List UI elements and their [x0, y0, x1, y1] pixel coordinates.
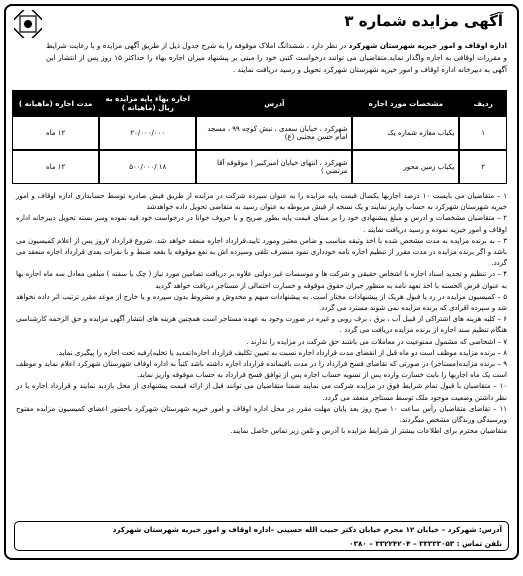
- term-contact-note: متقاضیان محترم برای اطلاعات بیشتر از شرایط مزایده با آدرس و تلفن زیر تماس حاصل نمایند.: [230, 427, 507, 436]
- cell-price: ۱۸ /۵۰۰/۰۰۰: [99, 150, 196, 184]
- header-term: مدت اجاره (ماهیانه ): [12, 90, 99, 116]
- header-spec: مشخصات مورد اجاره: [352, 90, 459, 116]
- cell-row-number: ۱: [459, 116, 507, 150]
- cell-address: شهرکرد ، انتهای خیابان امیرکبیر ( موقوفه آقا مرتضی ): [196, 150, 352, 184]
- intro-text: در نظر دارد ، ششدانگ املاک موقوفه را به شرح جدول ذیل از طریق آگهی مزایده و با رعایت شرایط و مقررات اوقافی به اجاره واگذار نماید.متقاضیان می توانند درخواست کتبی خود را مبنی بر پیشنهاد میزان اجاره بهاء را حداکثر ۱۵ روز پس از انتشار این آگهی به دبیرخانه اداره اوقاف و امور خیریه شهرستان شهرکرد تحویل و رسید دریافت نمایند .: [46, 41, 507, 74]
- term-item: ۸ – برنده مزایده موظف است دو ماه قبل از انقضای مدت قرارداد اجاره نسبت به تعیین تکلیف قرارداد اجاره(تمدید یا تخلیه)رقبه تحت اجاره را پیگیری نماید.: [56, 348, 507, 357]
- term-item: ۵ – کمیسیون مزایده در رد یا قبول هریک از پیشنهادات مختار است. به پیشنهادات مبهم و مخدوش و مشروط بدون سپرده و یا خارج از موعد مقرر ترتیب اثر داده نخواهد شد و سپرده اقرادی که برنده مزایده نمی شوند مسترد می گردد.: [16, 292, 507, 313]
- term-item: ۷ – اشخاصی که مشمول ممنوعیت در معاملات می باشند حق شرکت در مزایده را ندارند .: [246, 337, 507, 346]
- intro-bold: اداره اوقاف و امور خیریه شهرستان شهرکرد: [348, 41, 508, 50]
- table-row: [12, 116, 507, 150]
- term-item: ۴ – در تنظیم و تجدید اسناد اجاره با اشخاص حقیقی و شرکت ها و موسسات غیر دولتی علاوه بر دریافت تضامین مورد نیاز ( چک یا سفته ) مبلغی معادل سه ماه اجاره بها به عنوان قرض الحسنه با اخذ تعهد نامه به منظور جبران حقوق موقوفه و خسارت احتمالی از مستاجر دریافت خواهد گردید: [16, 270, 507, 290]
- header-row-number: ردیف: [459, 90, 507, 116]
- term-item: ۱۱ – تقاضای متقاضیان رأس ساعت ۱۰ صبح روز بعد پایان مهلت مقرر در محل اداره اوقاف و امور خیریه شهرستان شهرکرد باحضور اعضای کمیسیون مزایده مفتوح وبرسیدگی ورندگان مشخص میگردند.: [16, 404, 508, 425]
- cell-spec: یکباب زمین محور: [352, 150, 459, 184]
- term-item: ۱ – متقاضیان می بایست ۱۰ درصد اجاربها یکسال قیمت پایه مزایده را به عنوان سپرده شرکت در مزایده از طریق فیش صادره توسط حسابداری اداره اوقاف و امور خیریه شهرستان شهرکرد به حساب واریز نمایند و یک نسخه از فیش مربوطه به عنوان رسید به متقاضی تحویل داده خواهدشد: [16, 192, 507, 212]
- page-title: آگهی مزایده شماره ۳: [344, 12, 503, 30]
- cell-address: شهرکرد ، خیابان سعدی ، نبش کوچه ۹۹ ، مسجد امام حسن مجتبی (ع): [196, 116, 352, 150]
- cell-row-number: ۲: [459, 150, 507, 184]
- term-item: ۲ – متقاضیان مشخصات و ادرس و مبلغ پیشنهادی خود را بر مبنای قیمت پایه بطور صریح و با حروف خوانا در درخواست خود قید نموده وسر بسته تحویل دبیرخانه اداره اوقاف و امور خیریه نموده و رسید دریافت نمایند .: [16, 214, 507, 234]
- terms-list: [16, 191, 507, 437]
- term-item: ۳ – به برنده مزایده به مدت مشخص شده با اخذ وثیقه مناسب و ضامن معتبر ومورد تایید،قرارداد اجاره منعقد خواهد شد. شروع قرارداد ۷روز پس از اعلام کمیسیون می باشد و اگر برنده مزایده در مدت مقرر از تنظیم اجاره نامه خودداری نمود منصرف تلقی وسپرده اش به نفع موقوفه یا بقعه ضبط و با نفرات بعدی قرارداد اجاره منعقد می گردد.: [16, 236, 507, 268]
- header-price: اجاره بهاء پایه مزایده به ریال (ماهیانه ): [99, 90, 196, 116]
- table-row: [12, 150, 507, 184]
- footer-address: آدرس: شهرکرد – خیابان ۱۲ محرم خیابان دکتر حبیب الله حسینی –اداره اوقاف و امور خیریه شهرستان شهرکرد: [112, 525, 502, 534]
- header-address: آدرس: [196, 90, 352, 116]
- table-header-row: [12, 90, 507, 116]
- term-item: ۹ – برنده مزایده(مستاجر) در صورتی که تقاضای فسخ قرارداد را در مدت باقیمانده قرارداد اجاره داشته باشد کتباً به اداره اوقاف شهرستان شهرکرد اعلام نماید و موظف است یک ماه اجاربها را بابت خسارت وارده پس از تسویه حساب اجاره پس از توافق فسخ قرارداد به حساب موقوفه واریز نماید.: [16, 360, 507, 380]
- header: [344, 12, 505, 30]
- cell-price: ۲۰/۰۰۰/۰۰۰: [99, 116, 196, 150]
- term-item: ۱۰ – متقاضیان با قبول تمام شرایط فوق در مزایده شرکت می نمایند ضمنا متقاضیان می توانند قبل از ارائه قیمت پیشنهادی از محل بازدید نمایند و قرارداد اجاره با در نظر داشتن وضعیت موجود ملک توسط مستاجر منعقد می گردد.: [16, 382, 507, 402]
- cell-spec: یکباب مغازه شماره یک: [352, 116, 459, 150]
- organization-emblem-icon: [14, 10, 42, 38]
- auction-table: [12, 90, 507, 184]
- footer-phone: تلفن تماس : ۳۳۳۳۳۰۵۳ – ۳۳۲۲۴۲۰۴ – ۰۳۸۰: [349, 539, 502, 548]
- cell-term: ۱۲ ماه: [12, 150, 99, 184]
- notice-frame: [4, 4, 519, 560]
- cell-term: ۱۲ ماه: [12, 116, 99, 150]
- intro-paragraph: [46, 40, 507, 76]
- contact-footer: [14, 521, 509, 551]
- term-item: ۶ – کلیه هزینه های اشتراکی از قبیل آب ، برق ، برف روبی و غیره در صورت وجود به عهده مستاجر است همچنین هزینه های انتشار آگهی مزایده و حق الزحمه کارشناسی هنگام تنظیم سند اجاره از برنده مزایده دریافت می گردد .: [16, 315, 507, 335]
